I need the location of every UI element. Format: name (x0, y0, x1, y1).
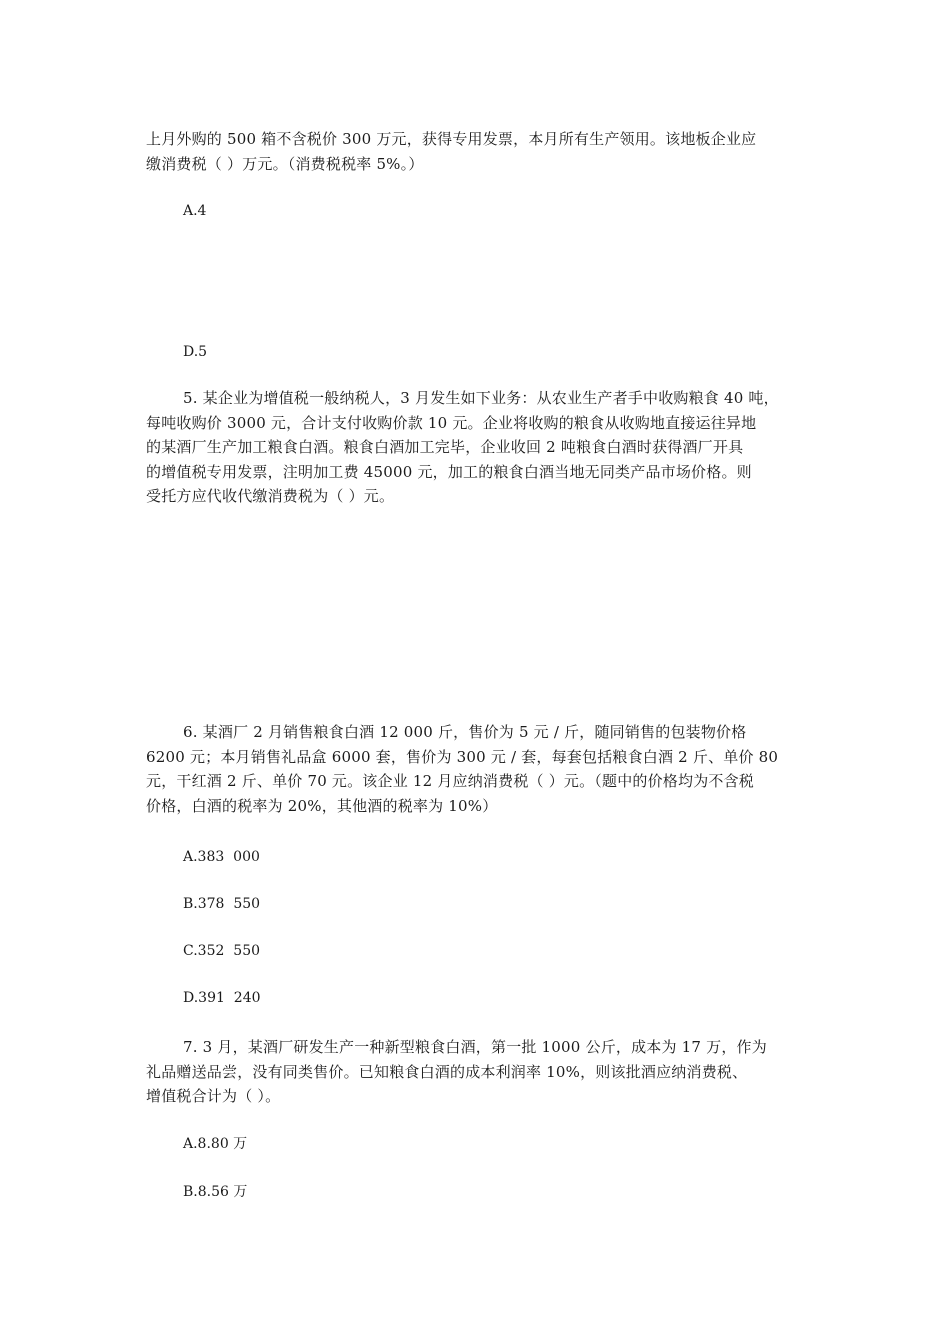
paragraph-line: 的增值税专用发票，注明加工费 45000 元，加工的粮食白酒当地无同类产品市场价格。则 (146, 462, 752, 481)
paragraph-line: 7. 3 月，某酒厂研发生产一种新型粮食白酒，第一批 1000 公斤，成本为 17 万，作为 (183, 1038, 767, 1056)
question-6 (146, 720, 806, 818)
paragraph-line: 增值税合计为（ ）。 (146, 1087, 281, 1105)
paragraph-line: 礼品赠送品尝，没有同类售价。已知粮食白酒的成本利润率 10%，则该批酒应纳消费税、 (146, 1062, 748, 1081)
paragraph-line: 每吨收购价 3000 元，合计支付收购价款 10 元。企业将收购的粮食从收购地直接运往异地 (146, 413, 757, 432)
option-d: D.391 240 (183, 990, 261, 1006)
paragraph-line: 元，干红酒 2 斤、单价 70 元。该企业 12 月应纳消费税（ ）元。（题中的价格均为不含税 (146, 772, 754, 790)
question-5 (146, 386, 806, 509)
question-4-stem (146, 127, 806, 176)
paragraph-line: 上月外购的 500 箱不含税价 300 万元，获得专用发票，本月所有生产领用。该地板企业应 (146, 130, 757, 148)
paragraph-line: 缴消费税（ ）万元。（消费税税率 5%。） (146, 154, 424, 173)
option-b: B.378 550 (183, 896, 261, 912)
option-c: C.352 550 (183, 943, 261, 959)
option-a: A.8.80 万 (183, 1136, 248, 1152)
paragraph-line: 5. 某企业为增值税一般纳税人，3 月发生如下业务：从农业生产者手中收购粮食 40 吨， (183, 389, 779, 407)
paragraph-line: 价格，白酒的税率为 20%，其他酒的税率为 10%） (146, 796, 498, 815)
option-a: A.383 000 (183, 849, 260, 865)
paragraph-line: 6. 某酒厂 2 月销售粮食白酒 12 000 斤，售价为 5 元 / 斤，随同销售的包装物价格 (183, 723, 747, 741)
paragraph-line: 的某酒厂生产加工粮食白酒。粮食白酒加工完毕，企业收回 2 吨粮食白酒时获得酒厂开具 (146, 438, 744, 456)
option-a: A.4 (183, 203, 207, 219)
question-7 (146, 1035, 806, 1109)
paragraph-line: 6200 元；本月销售礼品盒 6000 套，售价为 300 元 / 套，每套包括粮食白酒 2 斤、单价 80 (146, 747, 779, 766)
paragraph-line: 受托方应代收代缴消费税为（ ）元。 (146, 487, 395, 505)
option-d: D.5 (183, 344, 208, 360)
option-b: B.8.56 万 (183, 1184, 248, 1200)
